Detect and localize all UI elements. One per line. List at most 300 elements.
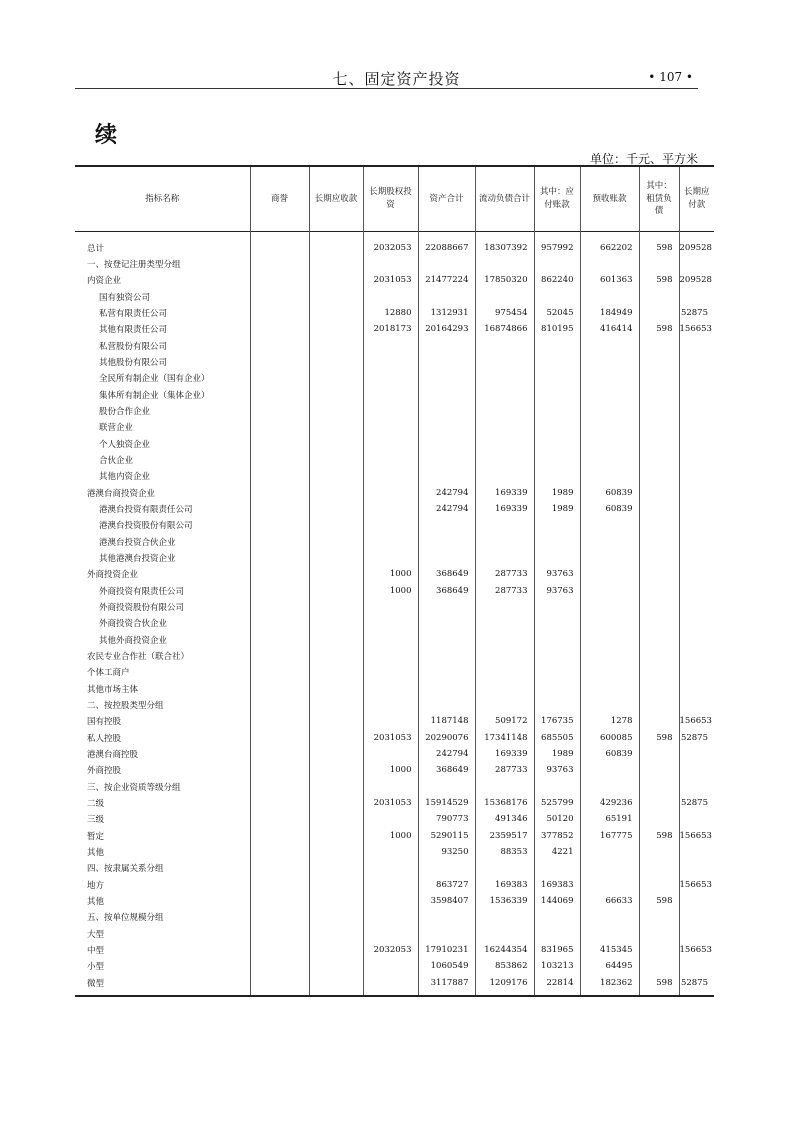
table-cell bbox=[475, 860, 534, 876]
table-cell bbox=[639, 909, 679, 925]
table-cell bbox=[309, 844, 363, 860]
table-cell bbox=[639, 632, 679, 648]
row-label: 港澳台投资有限责任公司 bbox=[99, 505, 193, 516]
table-cell bbox=[250, 974, 309, 995]
table-cell: 1000 bbox=[363, 566, 418, 582]
table-cell bbox=[418, 648, 475, 664]
table-row bbox=[75, 354, 714, 370]
table-cell: 1989 bbox=[534, 746, 580, 762]
table-cell bbox=[250, 942, 309, 958]
table-row bbox=[75, 664, 714, 680]
table-cell bbox=[250, 681, 309, 697]
table-cell: 598 bbox=[639, 827, 679, 843]
table-cell bbox=[250, 501, 309, 517]
table-cell bbox=[309, 632, 363, 648]
table-cell: 491346 bbox=[475, 811, 534, 827]
table-cell bbox=[363, 860, 418, 876]
table-cell bbox=[679, 746, 714, 762]
table-cell bbox=[418, 256, 475, 272]
table-cell bbox=[580, 664, 639, 680]
table-cell bbox=[250, 876, 309, 892]
table-cell: 50120 bbox=[534, 811, 580, 827]
row-label: 农民专业合作社（联合社） bbox=[87, 652, 190, 663]
table-cell bbox=[580, 419, 639, 435]
table-cell bbox=[679, 256, 714, 272]
table-cell bbox=[580, 697, 639, 713]
table-cell bbox=[639, 844, 679, 860]
section-title: 七、固定资产投资 bbox=[332, 70, 461, 88]
table-row bbox=[75, 419, 714, 435]
table-row bbox=[75, 485, 714, 501]
table-cell: 17341148 bbox=[475, 730, 534, 746]
table-cell bbox=[250, 485, 309, 501]
table-cell bbox=[639, 942, 679, 958]
table-cell: 16874866 bbox=[475, 321, 534, 337]
table-cell bbox=[639, 517, 679, 533]
table-cell bbox=[363, 338, 418, 354]
table-cell bbox=[309, 664, 363, 680]
table-cell bbox=[363, 289, 418, 305]
table-cell bbox=[363, 452, 418, 468]
table-cell: 103213 bbox=[534, 958, 580, 974]
table-cell bbox=[250, 599, 309, 615]
table-cell bbox=[639, 534, 679, 550]
table-cell bbox=[250, 632, 309, 648]
table-cell bbox=[418, 550, 475, 566]
table-cell bbox=[679, 909, 714, 925]
table-cell bbox=[639, 697, 679, 713]
table-row bbox=[75, 632, 714, 648]
table-cell bbox=[250, 697, 309, 713]
table-cell bbox=[363, 746, 418, 762]
table-cell bbox=[250, 664, 309, 680]
table-cell bbox=[363, 713, 418, 729]
table-cell bbox=[475, 599, 534, 615]
column-header: 流动负债合计 bbox=[475, 166, 534, 232]
table-cell bbox=[309, 289, 363, 305]
table-cell bbox=[250, 387, 309, 403]
table-cell bbox=[363, 681, 418, 697]
table-cell bbox=[475, 354, 534, 370]
table-cell bbox=[534, 860, 580, 876]
table-cell: 598 bbox=[639, 232, 679, 257]
table-cell bbox=[679, 893, 714, 909]
table-row bbox=[75, 844, 714, 860]
table-cell: 287733 bbox=[475, 566, 534, 582]
table-cell bbox=[363, 550, 418, 566]
table-row bbox=[75, 860, 714, 876]
table-cell bbox=[309, 338, 363, 354]
table-cell bbox=[363, 354, 418, 370]
table-row bbox=[75, 974, 714, 995]
row-label: 其他外商投资企业 bbox=[99, 635, 168, 646]
table-cell: 60839 bbox=[580, 746, 639, 762]
table-row bbox=[75, 338, 714, 354]
table-cell bbox=[580, 925, 639, 941]
table-row bbox=[75, 272, 714, 288]
table-cell bbox=[309, 779, 363, 795]
table-cell bbox=[534, 338, 580, 354]
table-cell bbox=[639, 256, 679, 272]
table-cell: 52875 bbox=[679, 974, 714, 995]
row-label: 其他港澳台投资企业 bbox=[99, 554, 176, 565]
row-label: 外商投资合伙企业 bbox=[99, 619, 168, 630]
row-label: 国有独资公司 bbox=[99, 292, 151, 303]
table-cell: 598 bbox=[639, 974, 679, 995]
table-cell bbox=[639, 746, 679, 762]
table-cell: 662202 bbox=[580, 232, 639, 257]
table-cell bbox=[580, 876, 639, 892]
table-row bbox=[75, 958, 714, 974]
table-cell bbox=[679, 762, 714, 778]
table-row bbox=[75, 615, 714, 631]
table-cell bbox=[250, 648, 309, 664]
table-cell bbox=[679, 354, 714, 370]
table-cell bbox=[250, 811, 309, 827]
table-row bbox=[75, 534, 714, 550]
table-cell bbox=[580, 779, 639, 795]
table-cell bbox=[475, 909, 534, 925]
table-cell: 52045 bbox=[534, 305, 580, 321]
table-row bbox=[75, 811, 714, 827]
table-cell bbox=[250, 305, 309, 321]
table-cell bbox=[250, 232, 309, 257]
table-cell bbox=[309, 436, 363, 452]
table-row bbox=[75, 305, 714, 321]
table-cell bbox=[580, 860, 639, 876]
table-cell bbox=[475, 419, 534, 435]
table-row bbox=[75, 599, 714, 615]
table-cell: 2031053 bbox=[363, 272, 418, 288]
table-cell: 368649 bbox=[418, 566, 475, 582]
table-cell: 2031053 bbox=[363, 795, 418, 811]
table-row bbox=[75, 289, 714, 305]
table-cell: 509172 bbox=[475, 713, 534, 729]
table-cell bbox=[309, 452, 363, 468]
row-label: 外商投资企业 bbox=[87, 570, 139, 581]
table-cell bbox=[679, 452, 714, 468]
table-cell bbox=[679, 566, 714, 582]
table-cell bbox=[250, 370, 309, 386]
table-cell bbox=[639, 566, 679, 582]
table-cell bbox=[679, 648, 714, 664]
row-label: 港澳台投资合伙企业 bbox=[99, 537, 176, 548]
table-cell: 20290076 bbox=[418, 730, 475, 746]
table-cell bbox=[639, 795, 679, 811]
table-cell bbox=[679, 599, 714, 615]
table-cell bbox=[309, 321, 363, 337]
table-cell bbox=[250, 746, 309, 762]
table-cell bbox=[250, 566, 309, 582]
table-cell bbox=[418, 697, 475, 713]
table-cell bbox=[534, 925, 580, 941]
row-label: 其他 bbox=[87, 847, 105, 858]
table-cell bbox=[363, 436, 418, 452]
table-cell bbox=[363, 697, 418, 713]
table-cell: 156653 bbox=[679, 827, 714, 843]
table-cell: 169339 bbox=[475, 501, 534, 517]
table-cell: 831965 bbox=[534, 942, 580, 958]
table-cell bbox=[363, 876, 418, 892]
table-cell bbox=[309, 827, 363, 843]
table-cell: 52875 bbox=[679, 305, 714, 321]
table-cell bbox=[679, 338, 714, 354]
table-cell bbox=[309, 370, 363, 386]
table-cell bbox=[679, 419, 714, 435]
table-cell bbox=[534, 550, 580, 566]
table-cell bbox=[639, 615, 679, 631]
table-cell bbox=[250, 289, 309, 305]
table-cell bbox=[580, 599, 639, 615]
table-row bbox=[75, 942, 714, 958]
table-cell bbox=[250, 517, 309, 533]
table-cell: 169383 bbox=[475, 876, 534, 892]
table-cell: 416414 bbox=[580, 321, 639, 337]
table-cell bbox=[639, 370, 679, 386]
table-cell: 377852 bbox=[534, 827, 580, 843]
table-cell: 1989 bbox=[534, 501, 580, 517]
table-cell bbox=[363, 648, 418, 664]
table-cell: 4221 bbox=[534, 844, 580, 860]
table-cell bbox=[534, 387, 580, 403]
table-cell: 1000 bbox=[363, 762, 418, 778]
table-cell: 65191 bbox=[580, 811, 639, 827]
table-cell bbox=[534, 370, 580, 386]
table-cell bbox=[250, 844, 309, 860]
table-cell bbox=[309, 387, 363, 403]
table-cell bbox=[475, 517, 534, 533]
table-cell bbox=[309, 795, 363, 811]
row-label: 其他 bbox=[87, 896, 105, 907]
column-header: 长期应付款 bbox=[679, 166, 714, 232]
table-cell bbox=[534, 289, 580, 305]
table-cell bbox=[363, 370, 418, 386]
table-row bbox=[75, 925, 714, 941]
table-cell: 52875 bbox=[679, 730, 714, 746]
table-row bbox=[75, 697, 714, 713]
table-cell bbox=[250, 452, 309, 468]
table-cell bbox=[363, 811, 418, 827]
row-label: 私营有限责任公司 bbox=[99, 309, 168, 320]
row-label: 外商投资有限责任公司 bbox=[99, 586, 185, 597]
table-cell bbox=[309, 468, 363, 484]
table-cell bbox=[475, 779, 534, 795]
table-cell bbox=[250, 468, 309, 484]
table-row bbox=[75, 795, 714, 811]
row-label: 外商控股 bbox=[87, 766, 122, 777]
table-cell bbox=[475, 256, 534, 272]
table-cell bbox=[639, 501, 679, 517]
table-cell: 600085 bbox=[580, 730, 639, 746]
table-row bbox=[75, 232, 714, 257]
table-cell bbox=[679, 403, 714, 419]
table-cell bbox=[639, 387, 679, 403]
table-cell: 368649 bbox=[418, 762, 475, 778]
table-cell bbox=[475, 403, 534, 419]
table-cell bbox=[250, 762, 309, 778]
table-cell bbox=[475, 534, 534, 550]
table-cell bbox=[679, 958, 714, 974]
table-row bbox=[75, 583, 714, 599]
table-cell bbox=[309, 485, 363, 501]
table-cell: 156653 bbox=[679, 876, 714, 892]
table-cell bbox=[475, 681, 534, 697]
table-cell: 22088667 bbox=[418, 232, 475, 257]
table-cell bbox=[580, 681, 639, 697]
table-cell: 1187148 bbox=[418, 713, 475, 729]
table-cell bbox=[580, 566, 639, 582]
table-cell bbox=[679, 468, 714, 484]
table-row bbox=[75, 452, 714, 468]
table-cell bbox=[679, 370, 714, 386]
table-cell bbox=[580, 256, 639, 272]
table-cell: 601363 bbox=[580, 272, 639, 288]
table-cell bbox=[639, 648, 679, 664]
table-cell bbox=[363, 664, 418, 680]
row-label: 港澳台商投资企业 bbox=[87, 488, 156, 499]
table-cell: 2359517 bbox=[475, 827, 534, 843]
table-cell bbox=[250, 893, 309, 909]
table-cell bbox=[475, 387, 534, 403]
table-cell bbox=[309, 599, 363, 615]
table-cell bbox=[639, 338, 679, 354]
table-cell bbox=[534, 664, 580, 680]
table-cell bbox=[250, 321, 309, 337]
table-cell: 93250 bbox=[418, 844, 475, 860]
table-cell bbox=[309, 566, 363, 582]
table-row bbox=[75, 566, 714, 582]
table-cell bbox=[250, 615, 309, 631]
table-cell bbox=[418, 419, 475, 435]
table-cell bbox=[580, 517, 639, 533]
table-cell bbox=[475, 664, 534, 680]
table-cell: 2032053 bbox=[363, 942, 418, 958]
table-cell bbox=[309, 517, 363, 533]
table-row bbox=[75, 403, 714, 419]
table-row bbox=[75, 256, 714, 272]
table-cell bbox=[250, 436, 309, 452]
table-cell bbox=[418, 632, 475, 648]
table-cell bbox=[475, 370, 534, 386]
row-label: 其他内资企业 bbox=[99, 472, 151, 483]
table-body bbox=[75, 232, 714, 996]
table-cell bbox=[475, 697, 534, 713]
table-cell bbox=[309, 958, 363, 974]
table-cell: 93763 bbox=[534, 566, 580, 582]
row-label: 合伙企业 bbox=[99, 456, 134, 467]
table-cell: 242794 bbox=[418, 485, 475, 501]
table-cell bbox=[580, 289, 639, 305]
table-cell bbox=[580, 468, 639, 484]
table-cell bbox=[534, 632, 580, 648]
row-label: 中型 bbox=[87, 945, 105, 956]
row-label: 暂定 bbox=[87, 831, 105, 842]
table-row bbox=[75, 876, 714, 892]
table-cell bbox=[418, 681, 475, 697]
table-cell bbox=[363, 387, 418, 403]
table-cell: 169339 bbox=[475, 485, 534, 501]
table-cell: 1536339 bbox=[475, 893, 534, 909]
table-cell: 167775 bbox=[580, 827, 639, 843]
table-cell bbox=[679, 550, 714, 566]
table-cell: 22814 bbox=[534, 974, 580, 995]
table-cell bbox=[580, 550, 639, 566]
table-cell: 176735 bbox=[534, 713, 580, 729]
table-cell bbox=[679, 844, 714, 860]
table-cell bbox=[309, 583, 363, 599]
table-cell bbox=[250, 713, 309, 729]
table-cell bbox=[309, 925, 363, 941]
table-cell bbox=[639, 485, 679, 501]
table-cell bbox=[363, 485, 418, 501]
table-cell bbox=[679, 534, 714, 550]
table-cell bbox=[639, 860, 679, 876]
table-cell bbox=[639, 779, 679, 795]
table-cell: 287733 bbox=[475, 583, 534, 599]
table-cell bbox=[580, 370, 639, 386]
table-cell: 144069 bbox=[534, 893, 580, 909]
table-cell bbox=[309, 615, 363, 631]
table-cell bbox=[679, 517, 714, 533]
table-cell: 21477224 bbox=[418, 272, 475, 288]
row-label: 三、按企业资质等级分组 bbox=[87, 782, 181, 793]
table-row bbox=[75, 909, 714, 925]
row-label: 二、按控股类型分组 bbox=[87, 701, 164, 712]
table-cell bbox=[679, 860, 714, 876]
row-label: 个体工商户 bbox=[87, 668, 130, 679]
table-header-row bbox=[75, 166, 714, 232]
table-cell: 1000 bbox=[363, 583, 418, 599]
table-cell bbox=[679, 436, 714, 452]
table-cell bbox=[679, 583, 714, 599]
row-label: 外商投资股份有限公司 bbox=[99, 603, 185, 614]
table-cell bbox=[309, 746, 363, 762]
table-cell bbox=[309, 860, 363, 876]
table-cell bbox=[250, 795, 309, 811]
table-cell bbox=[309, 909, 363, 925]
table-cell bbox=[580, 844, 639, 860]
table-cell bbox=[250, 860, 309, 876]
table-cell: 156653 bbox=[679, 713, 714, 729]
table-cell: 957992 bbox=[534, 232, 580, 257]
table-cell: 598 bbox=[639, 272, 679, 288]
table-cell bbox=[639, 811, 679, 827]
table-cell: 790773 bbox=[418, 811, 475, 827]
table-cell: 598 bbox=[639, 730, 679, 746]
table-row bbox=[75, 550, 714, 566]
table-cell bbox=[639, 468, 679, 484]
table-cell bbox=[250, 925, 309, 941]
table-cell bbox=[679, 289, 714, 305]
table-cell bbox=[309, 762, 363, 778]
table-cell bbox=[418, 452, 475, 468]
table-cell bbox=[534, 615, 580, 631]
table-cell: 15914529 bbox=[418, 795, 475, 811]
table-cell bbox=[475, 615, 534, 631]
table-cell bbox=[250, 272, 309, 288]
table-cell: 1209176 bbox=[475, 974, 534, 995]
table-cell: 12880 bbox=[363, 305, 418, 321]
table-cell bbox=[250, 779, 309, 795]
table-cell: 16244354 bbox=[475, 942, 534, 958]
table-row bbox=[75, 713, 714, 729]
table-cell: 156653 bbox=[679, 321, 714, 337]
table-cell: 2018173 bbox=[363, 321, 418, 337]
table-cell: 2032053 bbox=[363, 232, 418, 257]
table-cell bbox=[534, 648, 580, 664]
table-cell bbox=[309, 713, 363, 729]
page-number: • 107 • bbox=[648, 70, 693, 84]
